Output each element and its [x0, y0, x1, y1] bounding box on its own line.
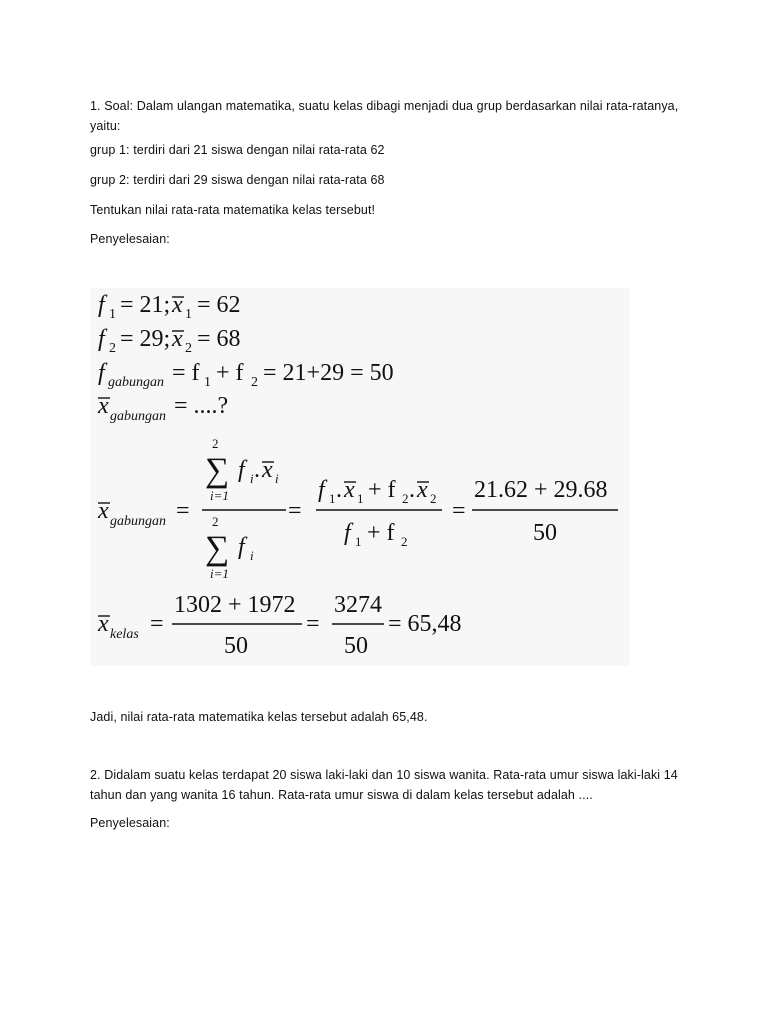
svg-text:∑: ∑: [205, 452, 230, 489]
svg-text:f: f: [98, 360, 105, 386]
svg-text:+ f: + f: [216, 360, 244, 386]
svg-text:2: 2: [109, 341, 116, 356]
svg-text:1: 1: [109, 307, 116, 322]
svg-text:i: i: [250, 471, 254, 486]
conclusion-1: Jadi, nilai rata-rata matematika kelas tersebut adalah 65,48.: [90, 710, 428, 724]
svg-text:x: x: [98, 393, 109, 419]
svg-text:= 68: = 68: [197, 326, 241, 352]
svg-text:=: =: [452, 498, 466, 524]
svg-text:= 65,48: = 65,48: [388, 611, 462, 637]
svg-text:= 29;: = 29;: [120, 326, 171, 352]
svg-text:50: 50: [344, 633, 368, 659]
question-1-text: 1. Soal: Dalam ulangan matematika, suatu kelas dibagi menjadi dua grup berdasarkan nilai rata-ratanya, yaitu:: [90, 99, 679, 133]
svg-text:1: 1: [204, 375, 211, 390]
svg-text:f: f: [98, 292, 105, 318]
svg-text:1302 + 1972: 1302 + 1972: [174, 592, 296, 618]
svg-text:gabungan: gabungan: [108, 375, 164, 390]
svg-text:gabungan: gabungan: [110, 409, 166, 424]
svg-text:1: 1: [357, 491, 364, 506]
svg-text:x: x: [98, 498, 109, 524]
svg-text:50: 50: [224, 633, 248, 659]
svg-text:gabungan: gabungan: [110, 514, 166, 529]
svg-text:2: 2: [212, 436, 219, 451]
formula-svg: [90, 288, 630, 666]
svg-text:=: =: [288, 498, 302, 524]
svg-text:2: 2: [430, 491, 437, 506]
formula-line-3: [98, 360, 394, 390]
svg-text:x: x: [417, 477, 428, 503]
svg-text:2: 2: [185, 341, 192, 356]
svg-text:21.62 + 29.68: 21.62 + 29.68: [474, 477, 608, 503]
svg-text:2: 2: [402, 491, 409, 506]
svg-text:kelas: kelas: [110, 627, 139, 642]
solution-formula-image: [90, 288, 630, 666]
svg-text:x: x: [172, 292, 183, 318]
svg-text:.: .: [409, 477, 415, 503]
solution-label-1: Penyelesaian:: [90, 232, 170, 246]
svg-text:∑: ∑: [205, 530, 230, 567]
svg-text:= ....?: = ....?: [174, 393, 229, 419]
svg-text:i: i: [275, 471, 279, 486]
svg-text:1: 1: [329, 491, 336, 506]
svg-text:f: f: [238, 534, 245, 560]
formula-line-4: [97, 393, 228, 424]
svg-text:2: 2: [212, 514, 219, 529]
svg-text:1: 1: [355, 534, 362, 549]
svg-text:2: 2: [251, 375, 258, 390]
svg-text:x: x: [262, 457, 273, 483]
solution-label-2: Penyelesaian:: [90, 816, 170, 830]
svg-text:f: f: [98, 326, 105, 352]
svg-text:+ f: + f: [368, 477, 396, 503]
svg-text:f: f: [318, 477, 325, 503]
svg-text:50: 50: [533, 520, 557, 546]
formula-line-2: [98, 326, 241, 356]
svg-text:x: x: [344, 477, 355, 503]
svg-text:+ f: + f: [367, 520, 395, 546]
svg-text:i=1: i=1: [210, 488, 229, 503]
svg-text:= 21+29 = 50: = 21+29 = 50: [263, 360, 394, 386]
svg-text:x: x: [98, 611, 109, 637]
svg-text:=: =: [176, 498, 190, 524]
question-1-task: Tentukan nilai rata-rata matematika kelas tersebut!: [90, 203, 376, 217]
svg-text:= f: = f: [172, 360, 200, 386]
svg-text:= 21;: = 21;: [120, 292, 171, 318]
question-2-text: 2. Didalam suatu kelas terdapat 20 siswa laki-laki dan 10 siswa wanita. Rata-rata umur siswa laki-laki 14 tahun dan yang wanita 16 tahun. Rata-rata umur siswa di dalam kelas tersebut adalah ....: [90, 768, 678, 802]
svg-text:i=1: i=1: [210, 566, 229, 581]
svg-text:=: =: [306, 611, 320, 637]
svg-text:.: .: [254, 457, 260, 483]
svg-text:x: x: [172, 326, 183, 352]
formula-line-6: [97, 592, 462, 659]
svg-text:i: i: [250, 548, 254, 563]
formula-line-1: [98, 292, 241, 322]
svg-text:f: f: [344, 520, 351, 546]
formula-line-5: [97, 436, 618, 581]
svg-text:3274: 3274: [334, 592, 382, 618]
svg-text:1: 1: [185, 307, 192, 322]
group-1-description: grup 1: terdiri dari 21 siswa dengan nilai rata-rata 62: [90, 143, 385, 157]
group-2-description: grup 2: terdiri dari 29 siswa dengan nilai rata-rata 68: [90, 173, 385, 187]
svg-text:= 62: = 62: [197, 292, 241, 318]
svg-text:2: 2: [401, 534, 408, 549]
svg-text:=: =: [150, 611, 164, 637]
svg-text:f: f: [238, 457, 245, 483]
svg-text:.: .: [336, 477, 342, 503]
